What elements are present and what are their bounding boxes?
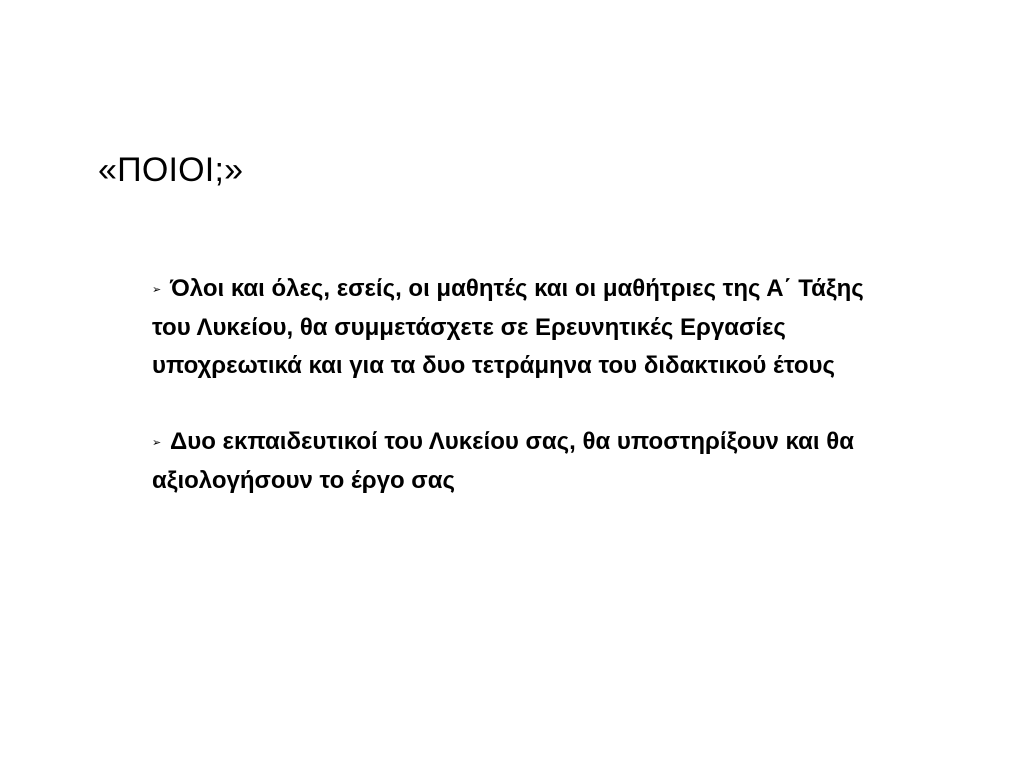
bullet-item bbox=[152, 423, 892, 500]
arrowhead-right-icon: ➢ bbox=[152, 436, 162, 449]
slide-title: «ΠΟΙΟΙ;» bbox=[98, 151, 244, 189]
arrowhead-right-icon: ➢ bbox=[152, 283, 162, 296]
bullet-item bbox=[152, 270, 892, 385]
bullet-text: Δυο εκπαιδευτικοί του Λυκείου σας, θα υποστηρίξουν και θα αξιολογήσουν το έργο σας bbox=[152, 428, 854, 494]
bullet-list bbox=[152, 270, 892, 500]
bullet-text: Όλοι και όλες, εσείς, οι μαθητές και οι μαθήτριες της Α΄ Τάξης του Λυκείου, θα συμμετάσχετε σε Ερευνητικές Εργασίες υποχρεωτικά και για τα δυο τετράμηνα του διδακτικού έτους bbox=[152, 275, 864, 379]
